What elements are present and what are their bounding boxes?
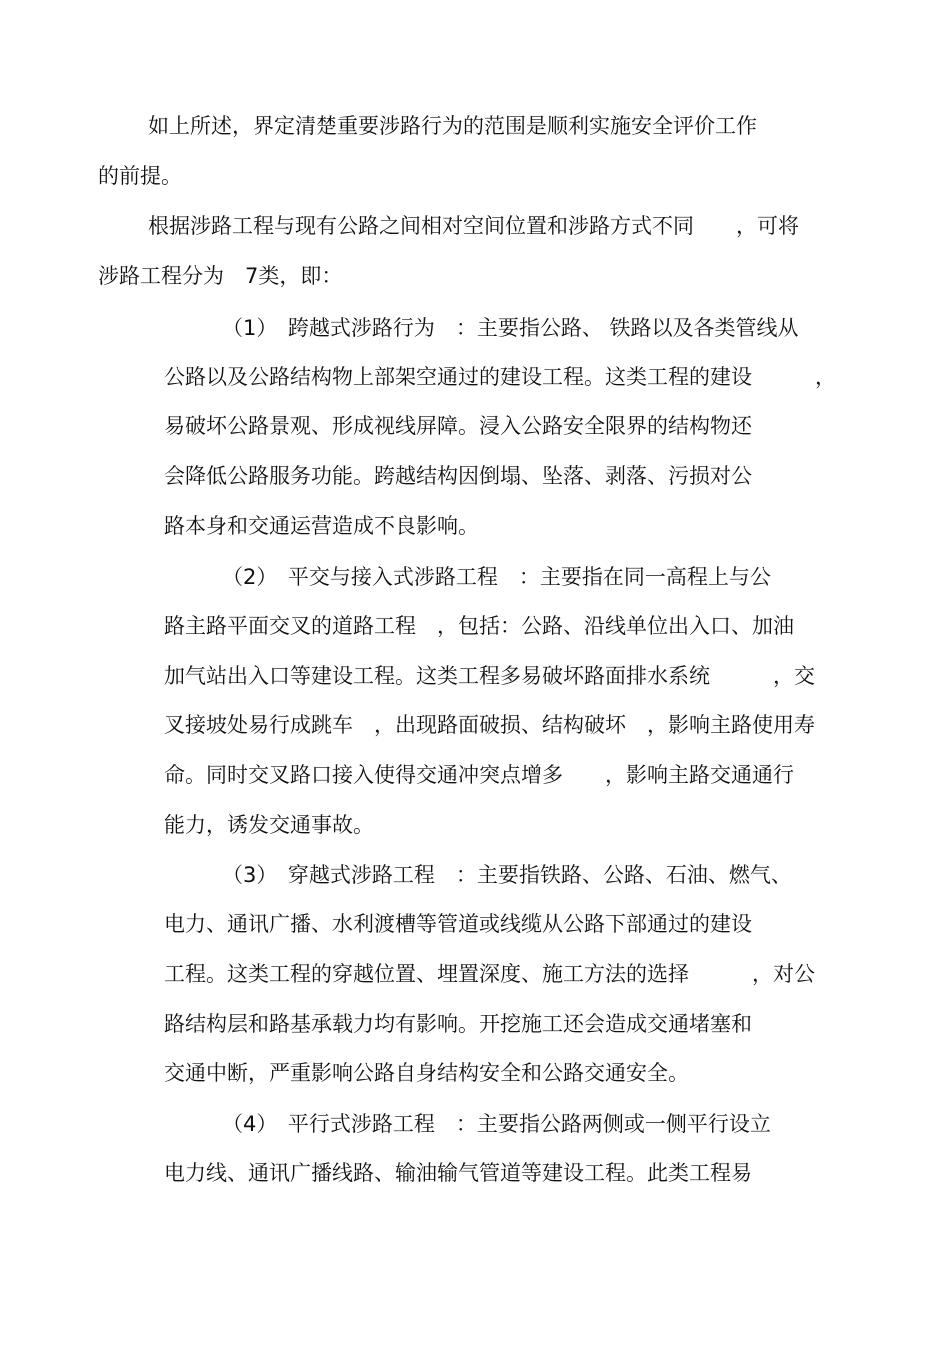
text-line: 能力，诱发交通事故。	[164, 813, 374, 837]
text-line: 易破坏公路景观、形成视线屏障。浸入公路安全限界的结构物还	[164, 414, 752, 438]
text-line: 路本身和交通运营造成不良影响。	[164, 514, 479, 538]
text-line: （4） 平行式涉路工程 ：主要指公路两侧或一侧平行设立	[222, 1112, 771, 1136]
text-line: 电力线、通讯广播线路、输油输气管道等建设工程。此类工程易	[164, 1161, 752, 1185]
text-line: 的前提。	[98, 164, 182, 188]
text-line: 会降低公路服务功能。跨越结构因倒塌、坠落、剥落、污损对公	[164, 464, 752, 488]
text-line: 路结构层和路基承载力均有影响。开挖施工还会造成交通堵塞和	[164, 1012, 752, 1036]
text-line: 电力、通讯广播、水利渡槽等管道或线缆从公路下部通过的建设	[164, 912, 752, 936]
text-line: 根据涉路工程与现有公路之间相对空间位置和涉路方式不同 ，可将	[148, 214, 799, 238]
text-line: 公路以及公路结构物上部架空通过的建设工程。这类工程的建设 ，	[164, 365, 836, 389]
text-line: 工程。这类工程的穿越位置、埋置深度、施工方法的选择 ，对公	[164, 962, 815, 986]
text-line: 如上所述，界定清楚重要涉路行为的范围是顺利实施安全评价工作	[148, 114, 757, 138]
text-line: 涉路工程分为 7类，即：	[98, 264, 343, 288]
text-line: （1） 跨越式涉路行为 ：主要指公路、 铁路以及各类管线从	[222, 316, 799, 340]
text-line: 加气站出入口等建设工程。这类工程多易破坏路面排水系统 ，交	[164, 664, 815, 688]
text-line: 交通中断，严重影响公路自身结构安全和公路交通安全。	[164, 1061, 689, 1085]
text-line: （2） 平交与接入式涉路工程 ：主要指在同一高程上与公	[222, 565, 771, 589]
text-line: 命。同时交叉路口接入使得交通冲突点增多 ，影响主路交通通行	[164, 763, 794, 787]
text-line: （3） 穿越式涉路工程 ：主要指铁路、公路、石油、燃气、	[222, 863, 792, 887]
text-line: 叉接坡处易行成跳车 ，出现路面破损、结构破坏 ，影响主路使用寿	[164, 713, 815, 737]
text-line: 路主路平面交叉的道路工程 ，包括：公路、沿线单位出入口、加油	[164, 614, 794, 638]
